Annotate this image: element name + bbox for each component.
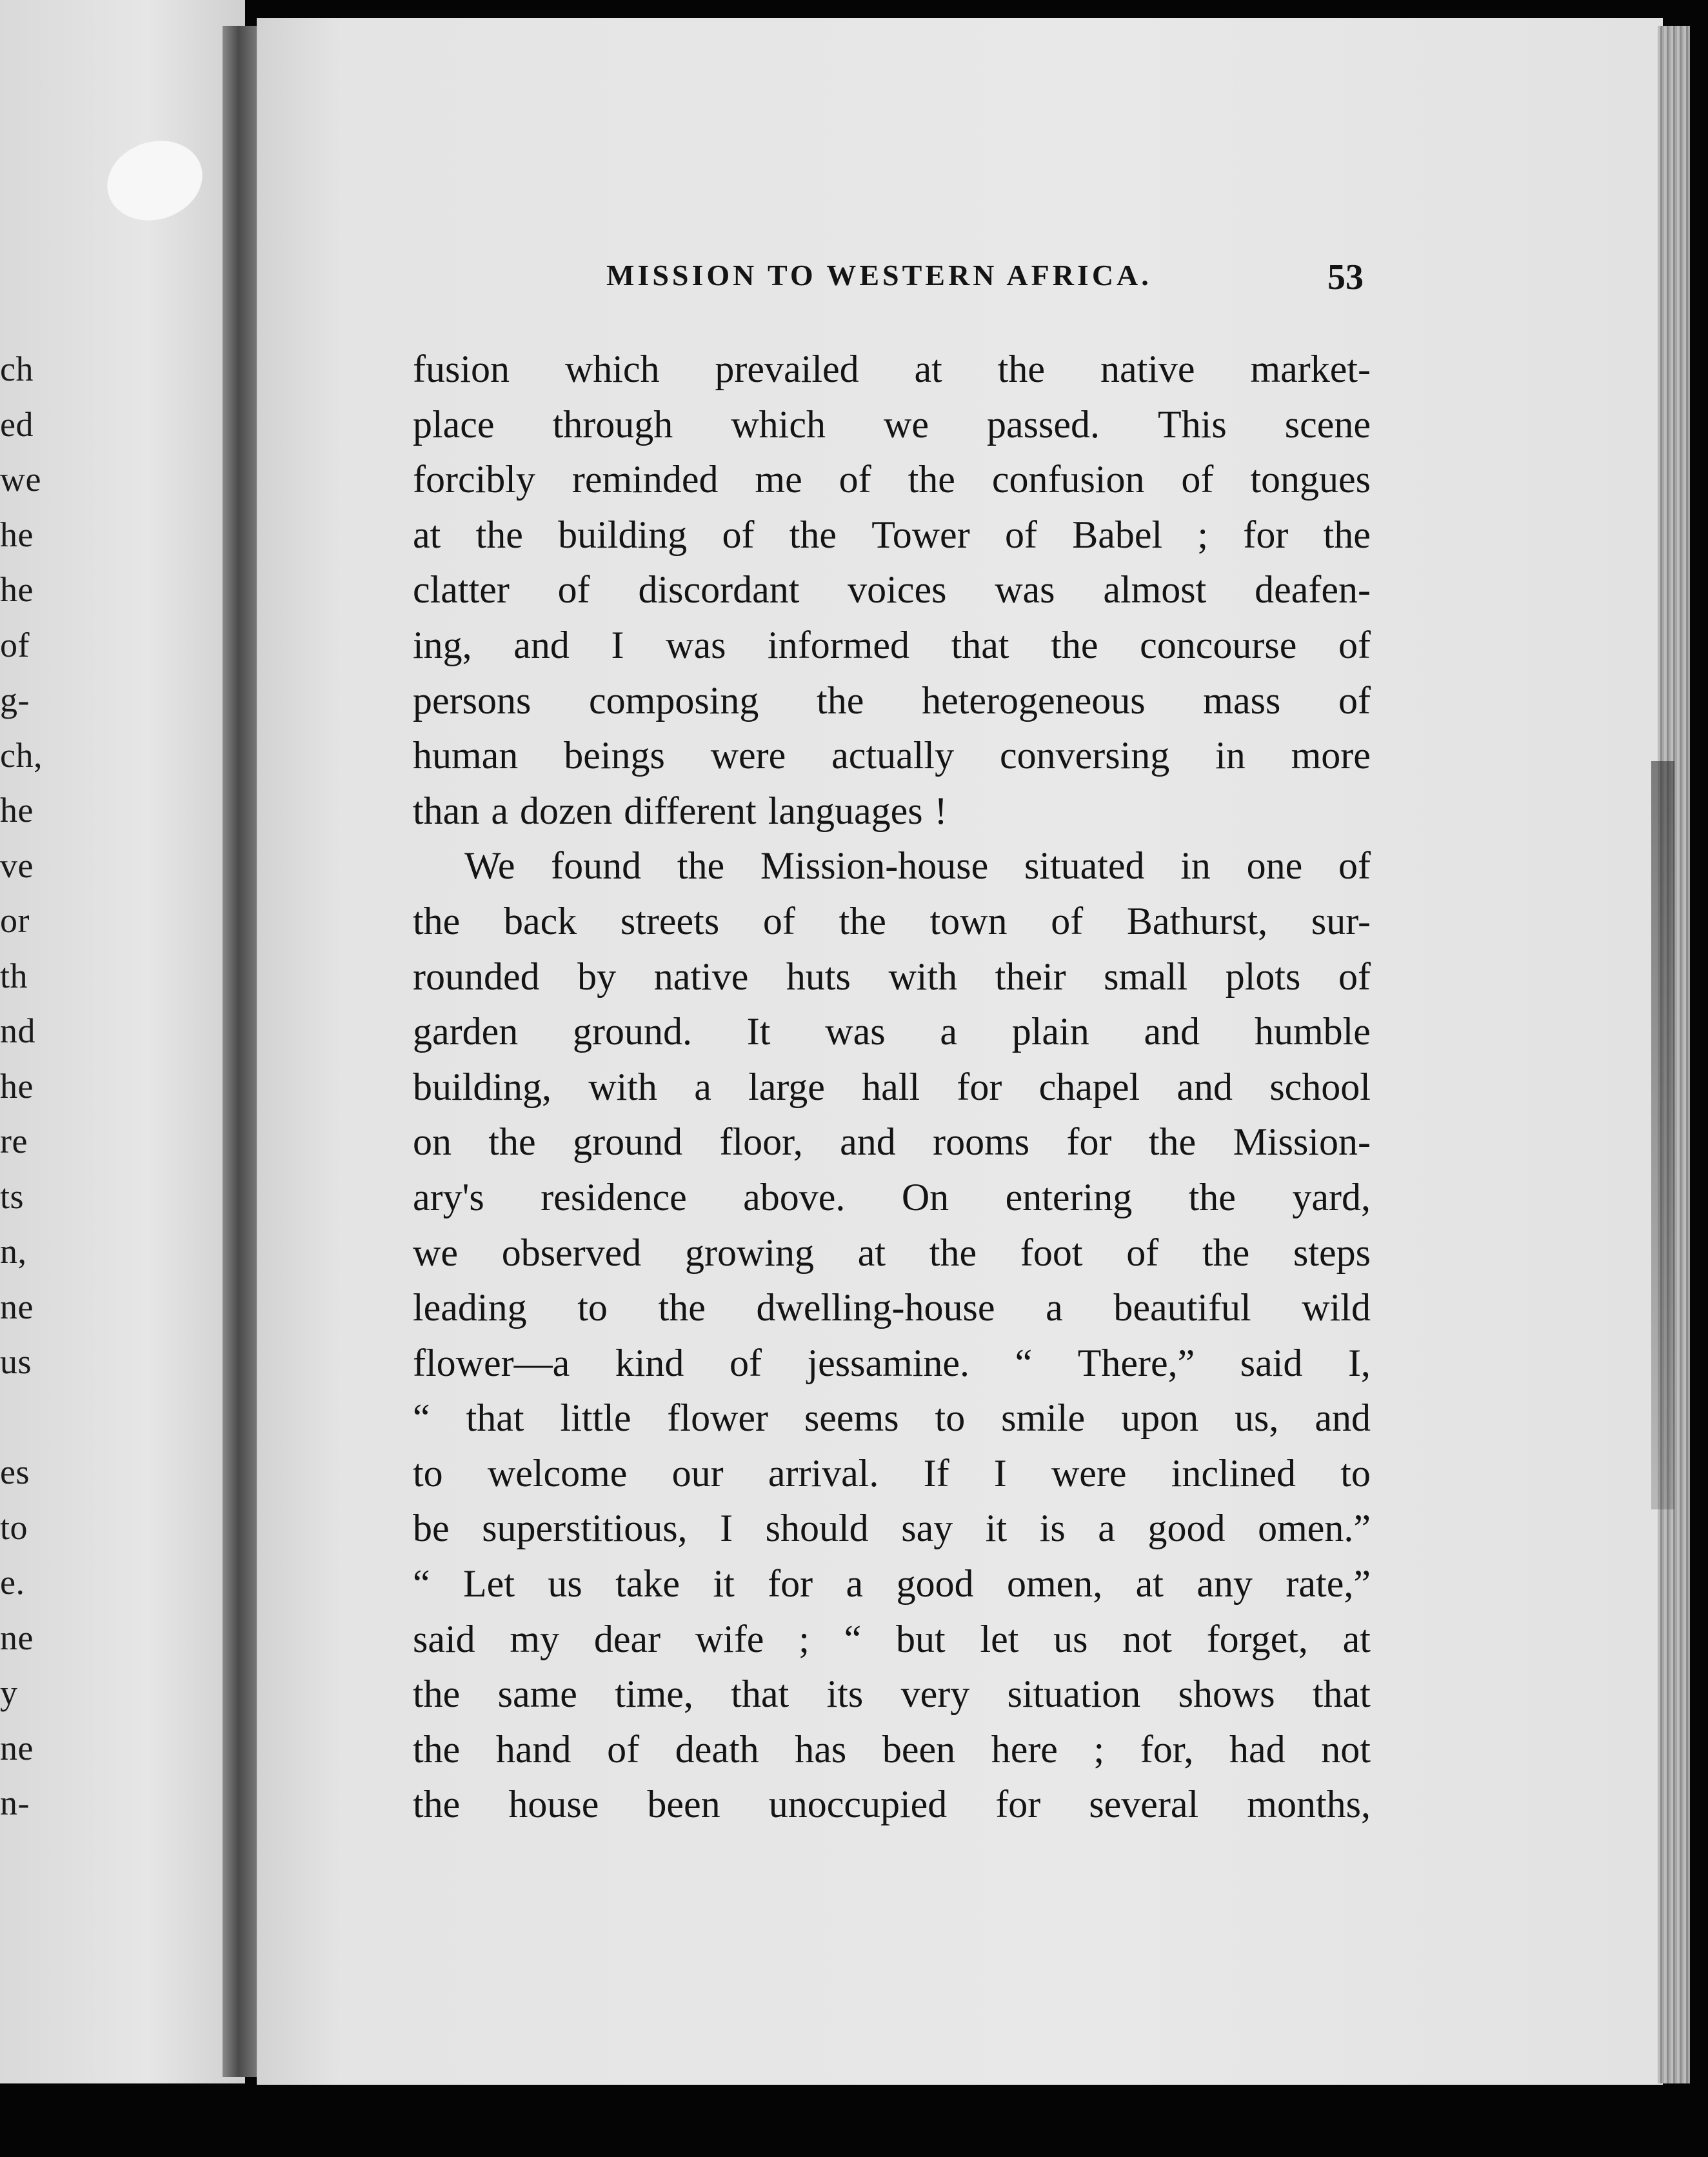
left-fragment: n- <box>0 1784 30 1822</box>
text-line: to welcome our arrival. If I were inclined to <box>413 1451 1371 1495</box>
text-line: on the ground floor, and rooms for the Mission- <box>413 1120 1371 1164</box>
left-fragment: we <box>0 460 41 499</box>
text-line: We found the Mission-house situated in one of <box>464 844 1371 888</box>
text-line: the house been unoccupied for several months, <box>413 1783 1371 1826</box>
left-fragment: ve <box>0 846 34 885</box>
text-line: leading to the dwelling-house a beautiful wild <box>413 1286 1371 1329</box>
left-fragment: ne <box>0 1618 34 1657</box>
text-line: ary's residence above. On entering the yard, <box>413 1175 1371 1218</box>
text-line: human beings were actually conversing in more <box>413 734 1371 777</box>
running-head: MISSION TO WESTERN AFRICA. <box>606 259 1152 292</box>
edge-stamp <box>1651 761 1674 1509</box>
text-line: persons composing the heterogeneous mass of <box>413 679 1371 722</box>
left-fragment: re <box>0 1122 28 1160</box>
text-line: at the building of the Tower of Babel ; for the <box>413 513 1371 556</box>
text-line: we observed growing at the foot of the steps <box>413 1231 1371 1274</box>
left-fragment: he <box>0 791 34 830</box>
text-line: the back streets of the town of Bathurst, sur- <box>413 899 1371 942</box>
text-line: than a dozen different languages ! <box>413 789 948 832</box>
left-fragment <box>0 1390 52 1446</box>
text-line: forcibly reminded me of the confusion of tongues <box>413 458 1371 501</box>
left-fragment: th <box>0 956 28 995</box>
left-fragment: us <box>0 1342 32 1381</box>
left-fragment: or <box>0 901 30 940</box>
text-line: flower—a kind of jessamine. “ There,” said I, <box>413 1341 1371 1384</box>
text-line: garden ground. It was a plain and humble <box>413 1010 1371 1053</box>
text-line: clatter of discordant voices was almost deafen- <box>413 568 1371 611</box>
left-fragment: ch, <box>0 735 43 775</box>
left-fragment: ed <box>0 404 34 444</box>
text-line: the hand of death has been here ; for, had not <box>413 1727 1371 1771</box>
left-fragment: y <box>0 1673 18 1712</box>
left-fragment: n, <box>0 1232 27 1271</box>
text-line: said my dear wife ; “ but let us not forget, at <box>413 1617 1371 1660</box>
body-text <box>413 342 1371 1833</box>
left-fragment: g- <box>0 681 30 719</box>
text-line: ing, and I was informed that the concourse of <box>413 623 1371 666</box>
left-fragment: e. <box>0 1563 25 1602</box>
left-fragment: he <box>0 570 34 609</box>
left-fragment: to <box>0 1507 28 1547</box>
text-line: “ Let us take it for a good omen, at any rate,” <box>413 1562 1371 1605</box>
text-line: be superstitious, I should say it is a good omen.” <box>413 1507 1371 1550</box>
book-gutter <box>223 26 258 2077</box>
left-fragment: ne <box>0 1728 34 1767</box>
left-fragment: ch <box>0 350 34 388</box>
left-fragment: he <box>0 515 34 554</box>
left-page-text-fragments <box>0 342 52 1831</box>
text-line: place through which we passed. This scene <box>413 403 1371 446</box>
left-fragment: ne <box>0 1287 34 1326</box>
left-fragment: es <box>0 1453 30 1491</box>
text-line: rounded by native huts with their small plots of <box>413 955 1371 998</box>
left-fragment: he <box>0 1066 34 1106</box>
text-line: building, with a large hall for chapel and school <box>413 1065 1371 1108</box>
left-fragment: of <box>0 625 30 664</box>
text-line: “ that little flower seems to smile upon us, and <box>413 1397 1371 1440</box>
left-fragment: nd <box>0 1011 35 1050</box>
left-fragment: ts <box>0 1177 25 1216</box>
text-line: the same time, that its very situation shows that <box>413 1673 1371 1716</box>
text-line: fusion which prevailed at the native market- <box>413 348 1371 390</box>
page-number: 53 <box>1327 257 1364 297</box>
